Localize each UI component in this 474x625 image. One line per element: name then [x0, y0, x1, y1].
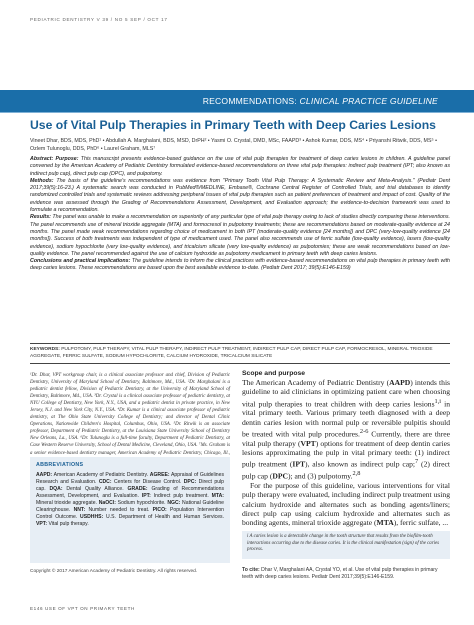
abbreviation-entry [80, 514, 224, 520]
author-affiliations [30, 372, 230, 464]
header-bar [0, 0, 474, 30]
scope-text: The American Academy of Pediatric Dentistry ( [242, 378, 390, 387]
scope-abbr: VPT [300, 438, 316, 448]
abbreviation-term: VPT: [36, 521, 48, 527]
scope-text: Currently, there are three vital pulp therapy ( [242, 429, 450, 448]
citation-text: Dhar V, Marghalani AA, Crystal YO, et al. Use of vital pulp therapies in primary teeth with deep caries lesions. Pediatr Dent 2017;39(5):E146-E159. [242, 567, 438, 580]
abbreviation-term: NGC: [167, 500, 181, 506]
abstract-conclusions-label: Conclusions and practical implications: [30, 258, 131, 265]
abstract-results-label: Results: [30, 214, 51, 221]
reference-superscript: 2,8 [352, 470, 361, 478]
abstract-purpose-text: This manuscript presents evidence-based guidance on the use of vital pulp therapies for treatment of deep caries lesions in children. A guideline panel convened by the American Academy of Pediatric Dentistry formulated evidence-based recommendations on three vital pulp therapies: indirect pulp treatment (IPT; also known as indirect pulp cap), direct pulp cap (DPC), and pulpotomy. [30, 156, 451, 177]
scope-paragraph-1 [242, 378, 450, 481]
keywords-top-rule [30, 343, 450, 344]
copyright: Copyright © 2017 American Academy of Pediatric Dentistry. All rights reserved. [30, 569, 198, 574]
abbreviation-term: IPT: [141, 493, 151, 499]
scope-abbr: MTA [376, 518, 394, 528]
scope-text: ) intends this guideline to aid clinicians in optimizing patient care when choosing vital pulp therapies to treat children with deep caries lesions [242, 378, 451, 409]
abbreviation-term: USDHHS: [80, 514, 104, 520]
citation-label: To cite: [242, 567, 260, 573]
abstract-conclusions-text: The guideline intends to inform the clinical practices with evidence-based recommendations on vital pulp therapies in primary teeth with deep caries lesions. These recommendations are based upon the best available evidence to-date. (Pediatr Dent 2017; 39(5):E146-E159) [30, 258, 450, 272]
abbreviation-term: AAPD: [36, 472, 53, 478]
abbreviation-term: MTA: [211, 493, 224, 499]
section-label-prefix: RECOMMENDATIONS: [202, 96, 297, 106]
scope-text: (2) direct pulp cap ( [242, 459, 451, 481]
abbreviation-definition: Number needed to treat. [85, 507, 153, 513]
abstract-purpose-label: Abstract: Purpose: [30, 156, 79, 162]
abstract-methods-text: The basis of the guideline's recommendations was evidence from "Primary Tooth Vital Pulp Therapy: A Systematic Review and Meta-Analysis." (Pediatr Dent 2017;39(5):16-23.) A systematic search was conducted in PubMed®/MEDLINE, Embase®, Cochrane Central Register of Controlled Trials, and trial databases to identify randomized controlled trials and systematic reviews addressing peripheral issues of vital pulp therapies such as patient preferences of treatment and impact of cost. Quality of the evidence was assessed through the Grading of Recommendations Assessment, Development, and Evaluation approach; the evidence-to-decision framework was used to formulate a recommendation. [30, 177, 450, 214]
section-label [203, 96, 438, 106]
abbreviation-definition: Centers for Disease Control. [111, 479, 184, 485]
abbreviation-definition: Dental Quality Alliance. [62, 486, 128, 492]
abbreviation-entry [50, 486, 128, 492]
abbreviation-definition: Vital pulp therapy. [47, 521, 89, 527]
reference-superscript: 1,i [434, 397, 442, 405]
abbreviation-entry [99, 500, 168, 506]
abbreviation-entry [142, 493, 212, 499]
scope-text: ); and (3) pulpotomy. [287, 471, 353, 481]
scope-text: For the purpose of this guideline, various interventions for vital pulp therapy were evaluated, including indirect pulp treatment using calcium hydroxide and alternates such as bonding agents/liners; direct pulp cap using calcium hydroxide and alternates such as bonding agents, mineral trioxide aggregate ( [242, 481, 450, 528]
scope-text: ) options for treatment of deep dentin caries lesions approximating the pulp in vital primary teeth: (1) indirect pulp treatment ( [242, 438, 450, 469]
citation [242, 567, 450, 581]
abstract-purpose [30, 156, 450, 178]
abbreviation-entry [99, 479, 184, 485]
keywords-bottom-rule [30, 363, 450, 364]
abbreviation-term: NaOCl: [98, 500, 116, 506]
scope-text: ), also known as indirect pulp cap; [305, 459, 416, 469]
abbreviation-term: DPC: [183, 479, 197, 485]
abbreviation-definition: U.S. Department of Health and Human Services. [103, 514, 224, 520]
abbreviation-term: GRADE: [127, 486, 148, 492]
abbreviation-definition: Grading of Recommendations Assessment, Development, and Evaluation. [36, 486, 225, 499]
section-band-rule [0, 112, 474, 113]
running-head: PEDIATRIC DENTISTRY V 39 / NO 5 SEP / OCT 17 [30, 17, 168, 22]
reference-superscript: 2-6 [359, 428, 369, 436]
abbreviation-term: CDC: [98, 479, 112, 485]
article-title: Use of Vital Pulp Therapies in Primary Teeth with Deep Caries Lesions [30, 118, 436, 132]
abbreviation-definition: National Guideline Clearinghouse. [36, 500, 225, 513]
abbreviation-definition: Mineral trioxide aggregate. [36, 500, 99, 506]
section-label-text: CLINICAL PRACTICE GUIDELINE [299, 96, 438, 106]
scope-text: ), ferric sulfate, ... [393, 518, 449, 528]
abbreviations-box [30, 457, 230, 563]
abbreviations-title: ABBREVIATIONS [36, 462, 84, 468]
abbreviation-definition: American Academy of Pediatric Dentistry. [52, 472, 150, 478]
scope-paragraph-2 [242, 481, 450, 527]
caries-lesion-footnote: i A caries lesion is a detectable change in the tooth structure that results from the biofilm-tooth interactions occurring due to the disease caries. It is the clinical manifestation (sign) of the caries process. [242, 531, 450, 559]
abstract [30, 156, 450, 273]
page-folio: E146 USE OF VPT ON PRIMARY TEETH [30, 606, 135, 611]
abstract-results [30, 214, 450, 258]
abstract-results-text: The panel was unable to make a recommendation on superiority of any particular type of vital pulp therapy owing to lack of studies directly comparing these interventions. The panel recommends use of mineral trioxide aggregate (MTA) and formocresol in pulpotomy treatments; these are recommendations based on moderate-quality evidence at 24 months. The panel made weak recommendations regarding choice of medicament in both IPT (moderate-quality evidence [24 months]) and DPC (very-low-quality evidence [24 months]). Success of both treatments was independent of type of medicament used. The panel also recommends use of ferric sulfate (low-quality evidence), lasers (low-quality evidence), sodium hypochlorite (very low-quality evidence), and tricalcium silicate (very low-quality evidence) as pulpotomies; these are weak recommendations based on low-quality evidence. The panel recommended against the use of calcium hydroxide as pulpotomy medicament in primary teeth with deep caries lesions. [30, 214, 450, 257]
abbreviation-term: AGREE: [149, 472, 170, 478]
scope-text: in vital primary teeth. Various primary teeth diagnosed with a deep dentin caries lesion with normal pulp or reversible pulpitis should be treated with vital pulp procedures. [242, 399, 450, 439]
abbreviation-term: NNT: [73, 507, 86, 513]
scope-section [242, 370, 450, 528]
abstract-methods [30, 178, 450, 214]
scope-abbr: IPT [292, 459, 306, 469]
abbreviation-entry [36, 472, 150, 478]
abbreviation-entry [74, 507, 153, 513]
scope-abbr: AAPD [389, 378, 411, 387]
keywords [30, 346, 450, 360]
affiliations-text: ¹Dr. Dhar, VPT workgroup chair, is a clinical associate professor and chief, Division of Pediatric Dentistry, University of Maryland School of Dentistry, Baltimore, Md., USA. ²Dr. Marghalani is a pediatric dentist fellow, Division of Pediatric Dentistry, at the University of Maryland School of Dentistry, Baltimore, Md., USA. ³Dr. Crystal is a clinical associate professor of pediatric dentistry, at NYU College of Dentistry, New York, N.Y., USA, and a pediatric dentist in private practice, in New Jersey, N.J. and New York City, N.Y., USA. ⁴Dr. Kumar is a clinical associate professor of pediatric dentistry, at The Ohio State University College of Dentistry; and director of Dental Clinic Operations, Nationwide Children's Hospital, Columbus, Ohio, USA. ⁵Dr. Ritwik is an associate professor, Department of Pediatric Dentistry, at the Louisiana State University School of Dentistry New Orleans, La., USA. ⁶Dr. Tulunoglu is a full-time faculty, Department of Pediatric Dentistry, at Case Western Reserve University, School of Dental Medicine, Cleveland, Ohio, USA. ⁷Ms. Graham is a senior evidence-based dentistry manager, American Academy of Pediatric Dentistry, Chicago, Ill., [30, 373, 230, 456]
abbreviation-term: PICO: [152, 507, 167, 513]
scope-abbr: DPC [272, 471, 288, 481]
reference-superscript: 7 [415, 458, 419, 466]
abbreviation-definition: Direct pulp cap. [36, 479, 225, 492]
abbreviation-term: DQA: [49, 486, 63, 492]
abbreviation-definition: Appraisal of Guidelines Research and Evaluation. [36, 472, 224, 485]
abbreviation-definition: Population Intervention Control Outcome. [36, 507, 224, 520]
keywords-label: KEYWORDS: [30, 347, 60, 352]
keywords-text: PULPOTOMY, PULP THERAPY, VITAL PULP THERAPY, INDIRECT PULP TREATMENT, INDIRECT PULP CAP, DIRECT PULP CAP, FORMOCRESOL, MINERAL TRIOXIDE AGGREGATE, FERRIC SULFATE, SODIUM HYPOCHLORITE, CALCIUM HYDROXIDE, TRICALCIUM SILICATE [30, 347, 433, 359]
abbreviation-definition: Sodium hypochlorite. [115, 500, 168, 506]
author-list: Vineet Dhar, BDS, MDS, PhD¹ • Abdullah A. Marghalani, BDS, MSD, DrPH² • Yasmi O. Crystal, DMD, MSc, FAAPD³ • Ashok Kumar, DDS, MS⁴ • Priyanshi Ritwik, DDS, MS⁵ • Ozlem Tulunoglu, DDS, PhD⁶ • Laurel Graham, MLS⁷ [30, 138, 438, 152]
abstract-conclusions [30, 258, 450, 273]
abbreviation-entry [36, 521, 89, 527]
abbreviations-list [36, 472, 224, 528]
scope-heading: Scope and purpose [242, 370, 306, 377]
abbreviation-definition: Indirect pulp treatment. [150, 493, 212, 499]
abstract-methods-label: Methods: [30, 177, 54, 184]
